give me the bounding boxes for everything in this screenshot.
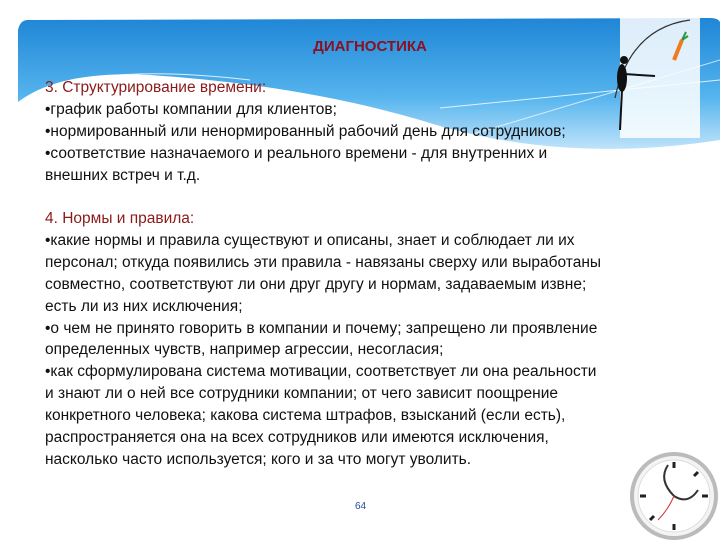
text-line: внешних встреч и т.д. xyxy=(45,166,201,184)
text-line: и знают ли о ней все сотрудники компании; от чего зависит поощрение xyxy=(45,385,559,403)
text-line: •соответствие назначаемого и реального времени - для внутренних и xyxy=(45,144,548,162)
text-line: персонал; откуда появились эти правила - навязаны сверху или выработаны xyxy=(45,253,602,271)
text-line: есть ли из них исключения; xyxy=(45,297,243,315)
text-line: определенных чувств, например агрессии, несогласия; xyxy=(45,341,444,359)
text-line: •нормированный или ненормированный рабочий день для сотрудников; xyxy=(45,122,566,140)
section-heading: 3. Структурирование времени: xyxy=(45,79,267,96)
section-heading: 4. Нормы и правила: xyxy=(45,210,195,227)
text-line: •график работы компании для клиентов; xyxy=(45,100,337,118)
section-norms-rules xyxy=(45,208,601,471)
text-line: насколько часто используется; кого и за что могут уволить. xyxy=(45,450,472,468)
melting-clock-icon xyxy=(628,450,720,542)
text-line: совместно, соответствуют ли они друг другу и нормам, задаваемым извне; xyxy=(45,275,587,293)
text-line: конкретного человека; какова система штрафов, взысканий (если есть), xyxy=(45,407,566,425)
text-line: распространяется она на всех сотрудников или имеются исключения, xyxy=(45,429,549,447)
text-line: •как сформулирована система мотивации, соответствует ли она реальности xyxy=(45,363,597,381)
text-line: •какие нормы и правила существуют и описаны, знает и соблюдает ли их xyxy=(45,231,575,249)
slide-title: ДИАГНОСТИКА xyxy=(313,38,427,55)
page-number: 64 xyxy=(355,501,367,512)
text-line: •о чем не принято говорить в компании и почему; запрещено ли проявление xyxy=(45,319,598,337)
section-time-structuring xyxy=(45,77,566,187)
